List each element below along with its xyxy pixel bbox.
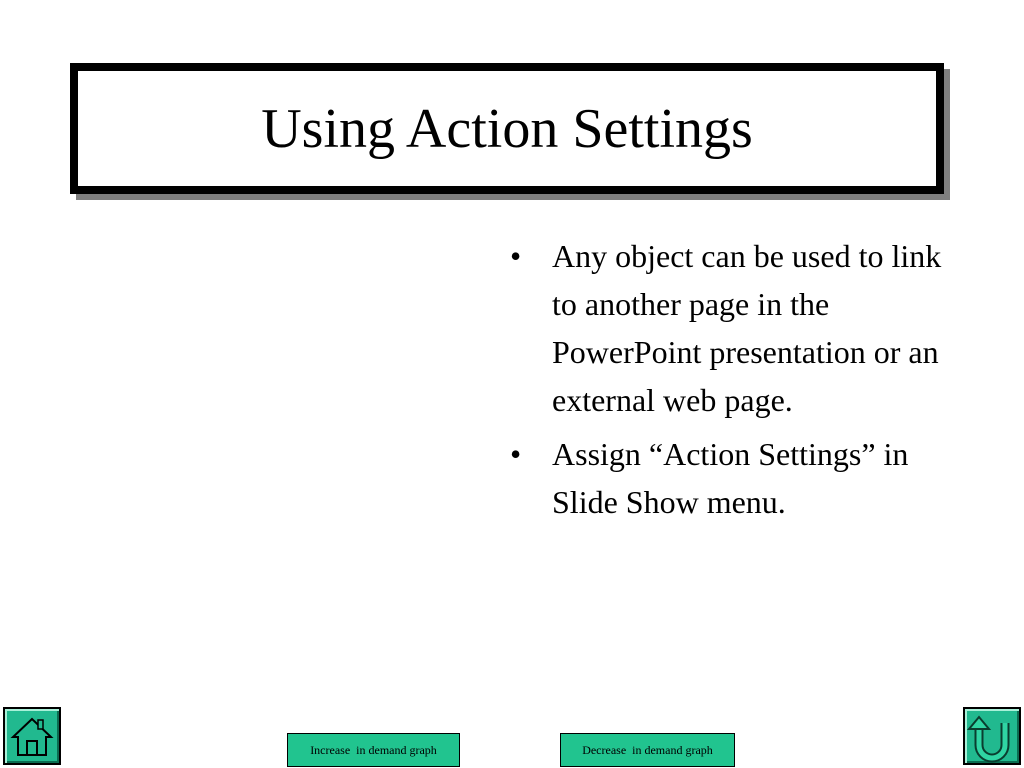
return-button[interactable] (963, 707, 1021, 765)
bullet-text: Any object can be used to link to another page in the PowerPoint presentation or an external web page. (552, 238, 942, 418)
home-icon (5, 709, 59, 763)
bullet-marker: • (510, 238, 522, 274)
decrease-demand-graph-link[interactable]: Decrease in demand graph (560, 733, 735, 767)
home-button[interactable] (3, 707, 61, 765)
increase-demand-graph-link[interactable]: Increase in demand graph (287, 733, 460, 767)
bullet-marker: • (510, 436, 522, 472)
bullet-item (510, 232, 950, 424)
title-box (70, 63, 950, 200)
bullet-item (510, 430, 950, 526)
title-frame (70, 63, 944, 194)
bullet-text: Assign “Action Settings” in Slide Show menu. (552, 436, 909, 520)
bullet-list (510, 232, 950, 532)
slide-title: Using Action Settings (261, 97, 753, 160)
return-arrow-icon (965, 709, 1019, 763)
title-inner (76, 69, 938, 188)
